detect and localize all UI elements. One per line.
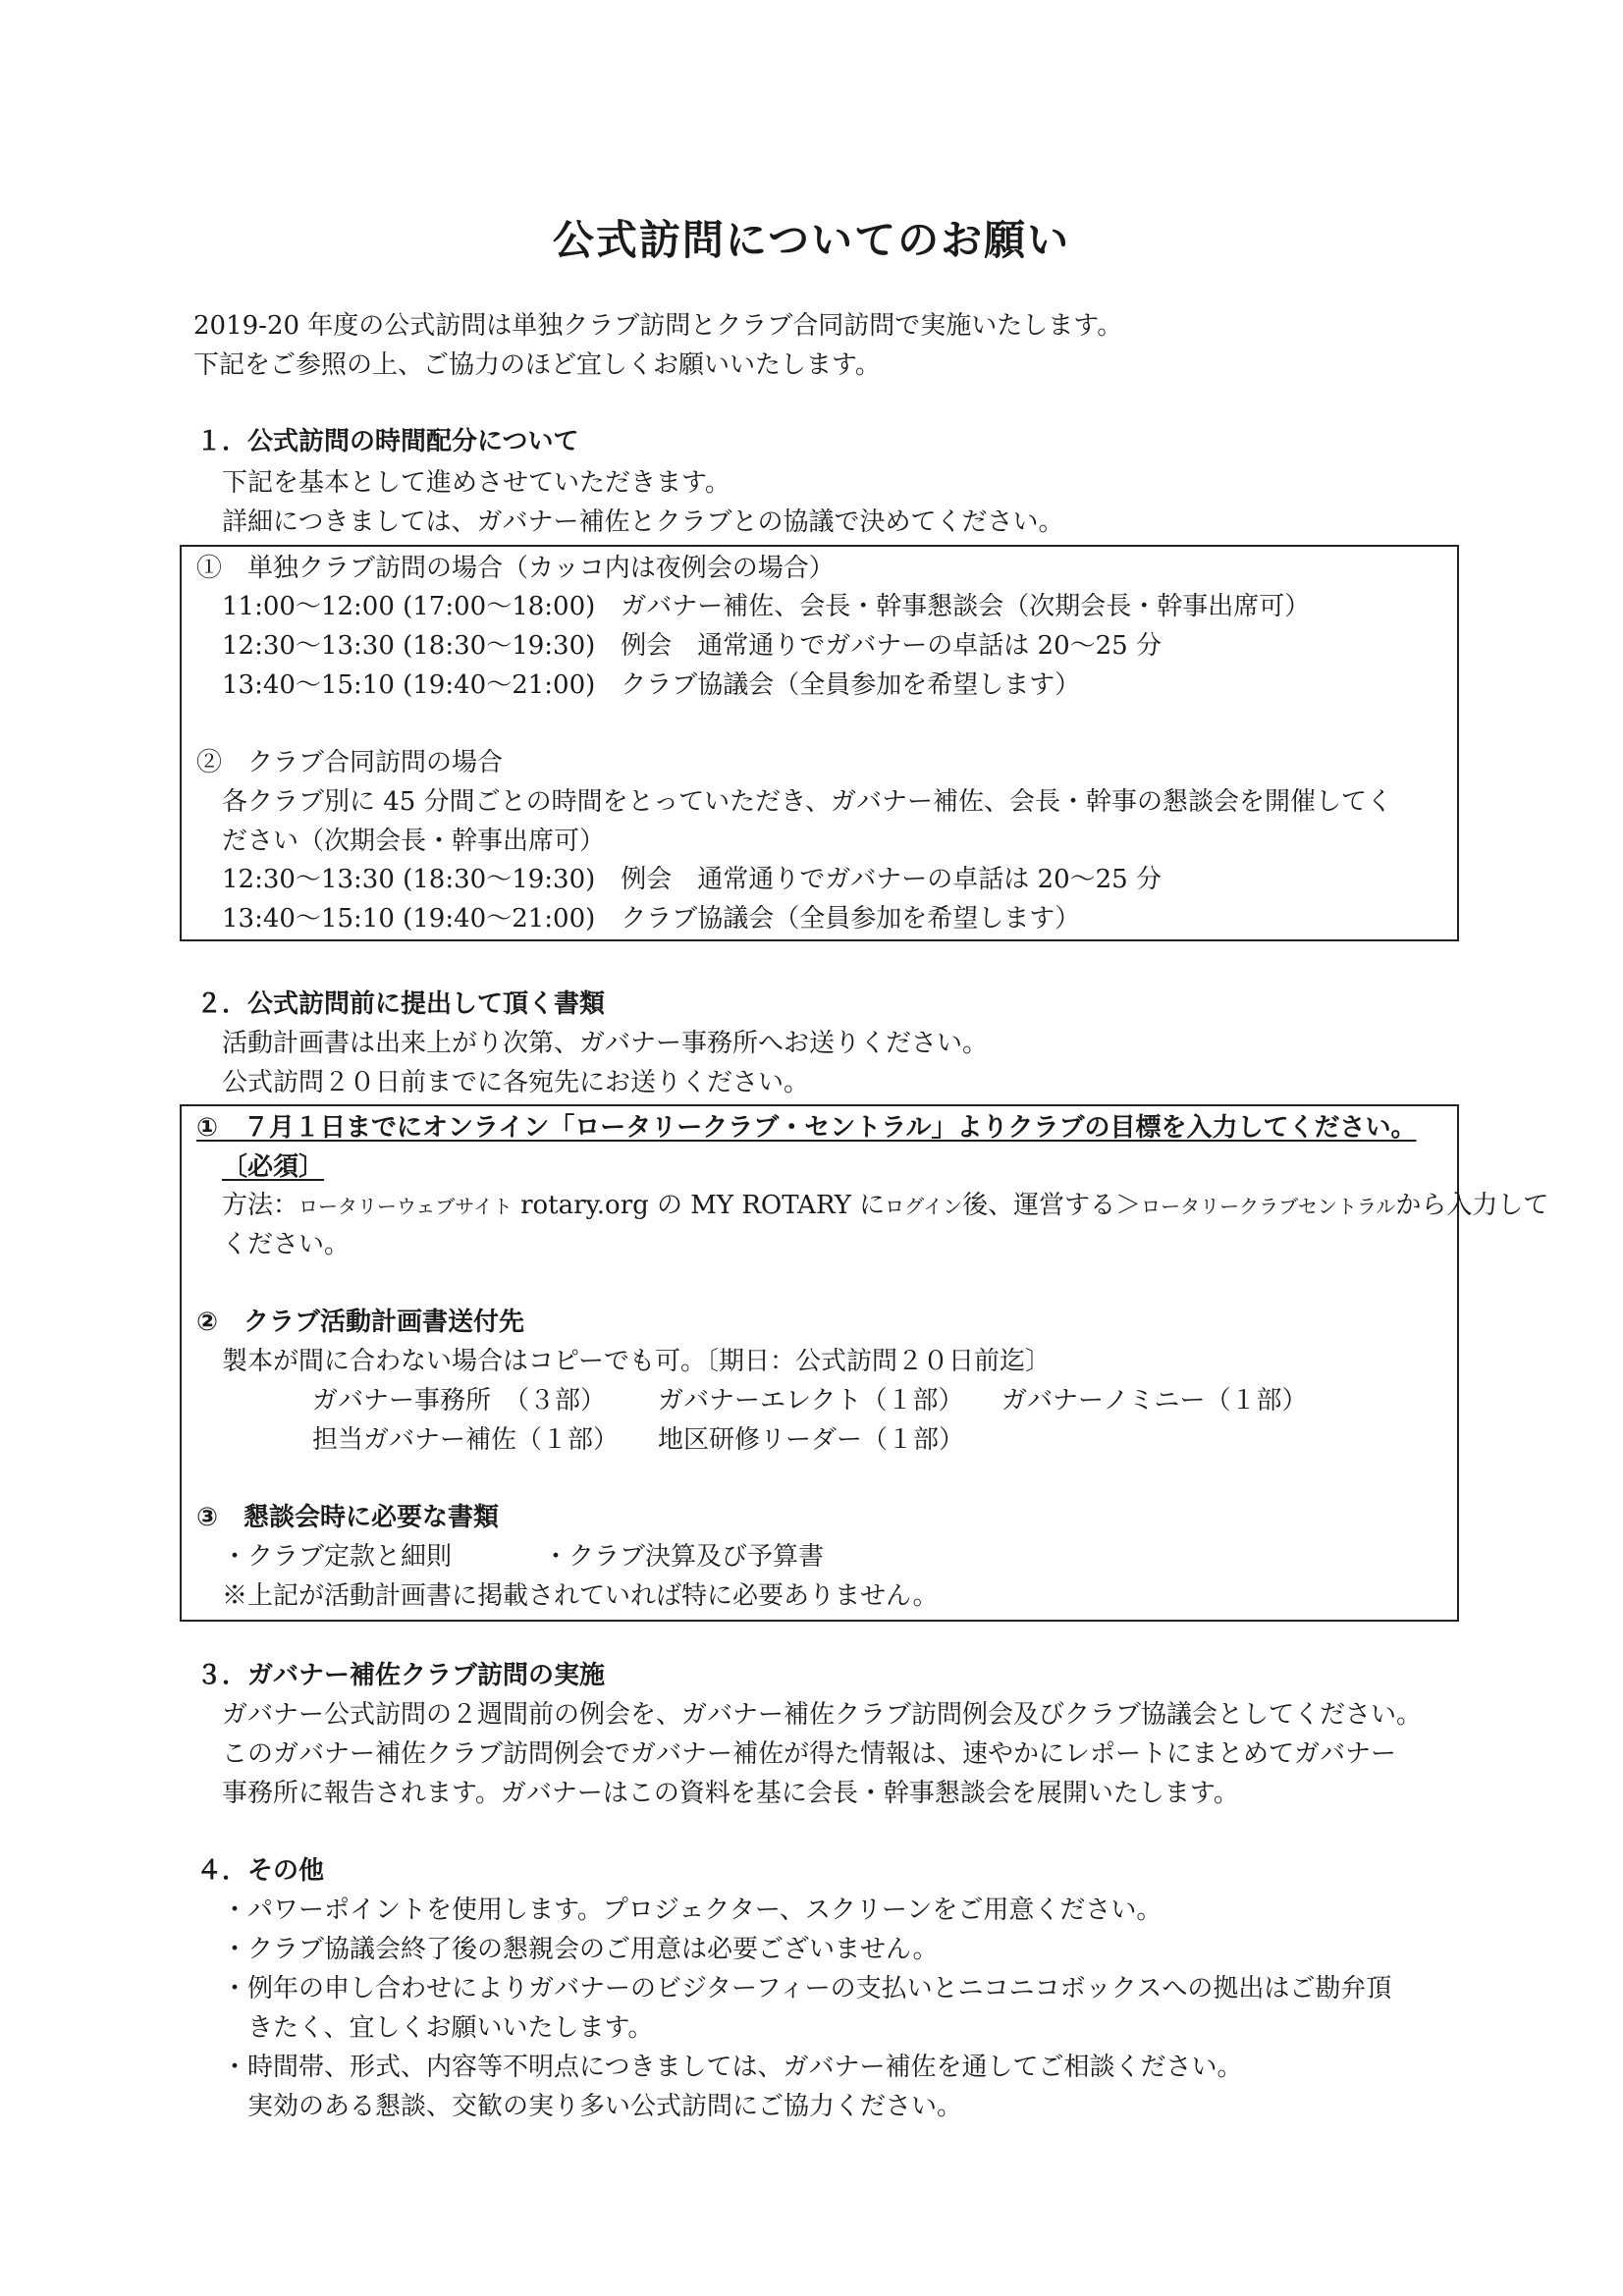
recipient-governor-nominee: ガバナーノミニー（１部） [1001, 1386, 1308, 1415]
method-middle-2: 後、運営する＞ [962, 1191, 1142, 1220]
meeting-doc-budget: ・クラブ決算及び予算書 [543, 1542, 825, 1572]
section3-heading: ３．ガバナー補佐クラブ訪問の実施 [196, 1661, 606, 1690]
intro-line-1: 2019-20 年度の公式訪問は単独クラブ訪問とクラブ合同訪問で実施いたします。 [193, 311, 1123, 341]
section1-line-2: 詳細につきましては、ガバナー補佐とクラブとの協議で決めてください。 [222, 507, 1064, 537]
document-title: 公式訪問についてのお願い [552, 216, 1071, 264]
section4-heading: ４．その他 [196, 1856, 325, 1886]
method-suffix: から入力して [1395, 1191, 1549, 1220]
schedule-joint-row-1: 12:30～13:30 (18:30～19:30) 例会 通常通りでガバナーの卓話は 20～25 分 [222, 865, 1162, 894]
section4-line-4: きたく、宜しくお願いいたします。 [222, 2013, 654, 2043]
section1-line-1: 下記を基本として進めさせていただきます。 [222, 468, 730, 498]
online-entry-method-line-2: ください。 [222, 1230, 351, 1259]
schedule-single-row-3: 13:40～15:10 (19:40～21:00) クラブ協議会（全員参加を希望します） [222, 670, 1081, 700]
required-label: 〔必須〕 [222, 1152, 325, 1182]
section2-line-1: 活動計画書は出来上がり次第、ガバナー事務所へお送りください。 [222, 1029, 989, 1058]
meeting-docs-note: ※上記が活動計画書に掲載されていれば特に必要ありません。 [222, 1581, 939, 1611]
recipient-governor-elect: ガバナーエレクト（１部） [658, 1386, 964, 1415]
schedule-joint-desc-1: 各クラブ別に 45 分間ごとの時間をとっていただき、ガバナー補佐、会長・幹事の懇談会を開催してく [222, 787, 1393, 817]
section1-heading: １．公式訪問の時間配分について [196, 427, 579, 456]
plan-recipients-heading: ② クラブ活動計画書送付先 [196, 1308, 525, 1337]
section2-heading: ２．公式訪問前に提出して頂く書類 [196, 989, 606, 1019]
online-entry-heading: ① ７月１日までにオンライン「ロータリークラブ・セントラル」よりクラブの目標を入力してください。 [196, 1113, 1417, 1143]
schedule-single-heading: ① 単独クラブ訪問の場合（カッコ内は夜例会の場合） [196, 554, 835, 583]
section4-line-5: ・時間帯、形式、内容等不明点につきましては、ガバナー補佐を通してご相談ください。 [222, 2053, 1243, 2082]
login-label: ログイン [885, 1195, 963, 1218]
section3-line-3: 事務所に報告されます。ガバナーはこの資料を基に会長・幹事懇談会を展開いたします。 [222, 1779, 1239, 1808]
recipient-training-leader: 地区研修リーダー（１部） [658, 1425, 965, 1455]
online-entry-method [222, 1186, 1548, 1225]
schedule-single-row-1: 11:00～12:00 (17:00～18:00) ガバナー補佐、会長・幹事懇談会（次期会長・幹事出席可） [222, 592, 1311, 621]
section3-line-1: ガバナー公式訪問の２週間前の例会を、ガバナー補佐クラブ訪問例会及びクラブ協議会としてください。 [222, 1700, 1423, 1730]
schedule-joint-desc-2: ださい（次期会長・幹事出席可） [222, 827, 606, 856]
plan-recipients-note: 製本が間に合わない場合はコピーでも可。〔期日：公式訪問２０日前迄〕 [222, 1347, 1051, 1376]
section2-line-2: 公式訪問２０日前までに各宛先にお送りください。 [222, 1068, 810, 1097]
section4-line-3: ・例年の申し合わせによりガバナーのビジターフィーの支払いとニコニコボックスへの拠出はご勘弁頂 [222, 1974, 1392, 2003]
section4-line-1: ・パワーポイントを使用します。プロジェクター、スクリーンをご用意ください。 [222, 1896, 1163, 1925]
intro-line-2: 下記をご参照の上、ご協力のほど宜しくお願いいたします。 [193, 350, 881, 380]
recipient-assistant-governor: 担当ガバナー補佐（１部） [312, 1425, 620, 1455]
method-middle: rotary.org の MY ROTARY に [512, 1191, 886, 1220]
section4-line-6: 実効のある懇談、交歓の実り多い公式訪問にご協力ください。 [222, 2092, 963, 2121]
meeting-doc-bylaws: ・クラブ定款と細則 [222, 1542, 453, 1572]
club-central-label: ロータリークラブセントラル [1141, 1195, 1396, 1218]
section3-line-2: このガバナー補佐クラブ訪問例会でガバナー補佐が得た情報は、速やかにレポートにまとめてガバナー [222, 1739, 1397, 1769]
schedule-joint-heading: ② クラブ合同訪問の場合 [196, 748, 504, 777]
schedule-single-row-2: 12:30～13:30 (18:30～19:30) 例会 通常通りでガバナーの卓話は 20～25 分 [222, 631, 1162, 661]
rotary-website-label: ロータリーウェブサイト [298, 1195, 513, 1218]
recipient-governor-office: ガバナー事務所 （３部） [312, 1386, 607, 1415]
schedule-joint-row-2: 13:40～15:10 (19:40～21:00) クラブ協議会（全員参加を希望します） [222, 904, 1081, 934]
method-prefix: 方法： [222, 1191, 299, 1220]
meeting-docs-heading: ③ 懇談会時に必要な書類 [196, 1503, 500, 1532]
section4-line-2: ・クラブ協議会終了後の懇親会のご用意は必要ございません。 [222, 1935, 939, 1964]
